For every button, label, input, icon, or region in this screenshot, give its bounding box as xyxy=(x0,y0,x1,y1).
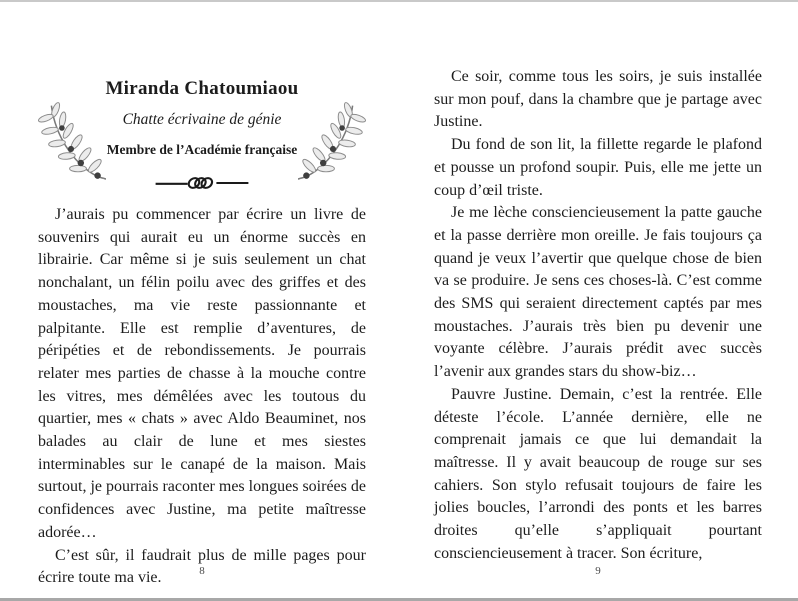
left-page xyxy=(38,60,366,590)
body-paragraph: Je me lèche consciencieusement la patte gauche et la passe derrière mon oreille. Je fais toujours ça quand je veux l’avertir que quelque chose de bien va se produire. Je sens ces choses-là. C’est comme des SMS qui seraient directement captés par mes moustaches. J’aurais très bien pu devenir une voyante célèbre. J’aurais prédit avec succès l’avenir aux grandes stars du show-biz… xyxy=(434,204,762,381)
right-page xyxy=(434,60,762,565)
body-paragraph: C’est sûr, il faudrait plus de mille pages pour écrire toute ma vie. xyxy=(38,546,366,587)
page-number-left: 8 xyxy=(199,565,205,577)
page-number-right: 9 xyxy=(595,565,601,577)
body-paragraph: Du fond de son lit, la fillette regarde le plafond et pousse un profond soupir. Puis, elle me jette un coup d’œil triste. xyxy=(434,136,762,199)
right-page-body xyxy=(434,66,762,565)
chapter-header xyxy=(38,78,366,193)
body-paragraph: J’aurais pu commencer par écrire un livre de souvenirs qui aurait eu un énorme succès en librairie. Car même si je suis seulement un chat nonchalant, un félin poilu avec des griffes et des moustaches, ma vie reste passionnante et palpitante. Elle est remplie d’aventures, de péripéties et de rebondissements. Je pourrais relater mes parties de chasse à la mouche contre les vitres, mes démêlées avec les toutous du quartier, mes « chats » avec Aldo Beauminet, nos balades au clair de lune et mes siestes interminables sur le canapé de la maison. Mais surtout, je pourrais raconter mes longues soirées de confidences avec Justine, ma petite maîtresse adorée… xyxy=(38,206,366,541)
top-border xyxy=(0,0,798,2)
left-page-body xyxy=(38,204,366,590)
rope-twist-divider-icon xyxy=(154,173,250,193)
body-paragraph: Ce soir, comme tous les soirs, je suis installée sur mon pouf, dans la chambre que je partage avec Justine. xyxy=(434,68,762,131)
olive-branch-left-icon xyxy=(36,100,106,184)
olive-branch-right-icon xyxy=(298,100,368,184)
author-affiliation: Membre de l’Académie française xyxy=(106,142,298,157)
author-name: Miranda Chatoumiaou xyxy=(105,78,299,99)
author-subtitle: Chatte écrivaine de génie xyxy=(122,111,282,128)
body-paragraph: Pauvre Justine. Demain, c’est la rentrée. Elle déteste l’école. L’année dernière, elle ne comprenait jamais ce que lui demandait la maîtresse. Il y avait beaucoup de rouge sur ses cahiers. Son stylo refusait toujours de faire les jolies boucles, l’arrondi des ponts et les barres droites qu’elle s’appliquait pourtant consciencieusement à tracer. Son écriture, xyxy=(434,385,762,562)
